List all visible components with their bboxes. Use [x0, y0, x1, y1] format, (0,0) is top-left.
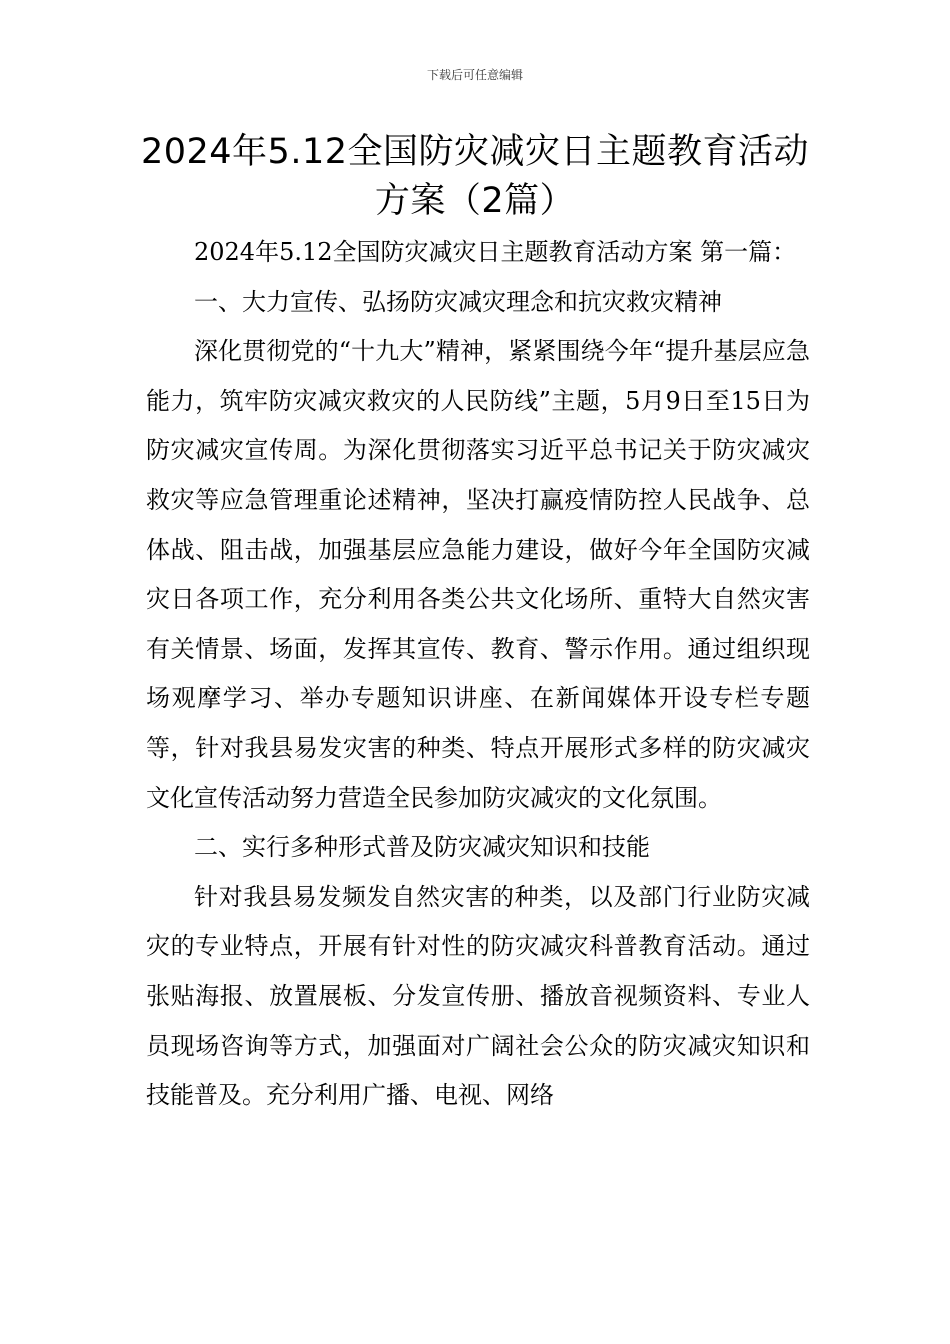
section-heading-1: 一、大力宣传、弘扬防灾减灾理念和抗灾救灾精神: [194, 287, 722, 316]
section-1-paragraph: 深化贯彻党的“十九大”精神，紧紧围绕今年“提升基层应急能力，筑牢防灾减灾救灾的人民防线”主题，5月9日至15日为防灾减灾宣传周。为深化贯彻落实习近平总书记关于防灾减灾救灾等应急管理重论述精神，坚决打赢疫情防控人民战争、总体战、阻击战，加强基层应急能力建设，做好今年全国防灾减灾日各项工作，充分利用各类公共文化场所、重特大自然灾害有关情景、场面，发挥其宣传、教育、警示作用。通过组织现场观摩学习、举办专题知识讲座、在新闻媒体开设专栏专题等，针对我县易发灾害的种类、特点开展形式多样的防灾减灾文化宣传活动努力营造全民参加防灾减灾的文化氛围。: [146, 337, 810, 812]
document-body: [146, 228, 810, 1121]
intro-paragraph: 2024年5.12全国防灾减灾日主题教育活动方案 第一篇：: [194, 238, 797, 266]
header-note: 下载后可任意编辑: [426, 68, 523, 82]
document-title: 2024年5.12全国防灾减灾日主题教育活动方案（2篇）: [140, 132, 809, 221]
section-2-paragraph: 针对我县易发频发自然灾害的种类，以及部门行业防灾减灾的专业特点，开展有针对性的防灾减灾科普教育活动。通过张贴海报、放置展板、分发宣传册、播放音视频资料、专业人员现场咨询等方式，加强面对广阔社会公众的防灾减灾知识和技能普及。充分利用广播、电视、网络: [146, 882, 810, 1110]
section-heading-2: 二、实行多种形式普及防灾减灾知识和技能: [194, 833, 650, 862]
